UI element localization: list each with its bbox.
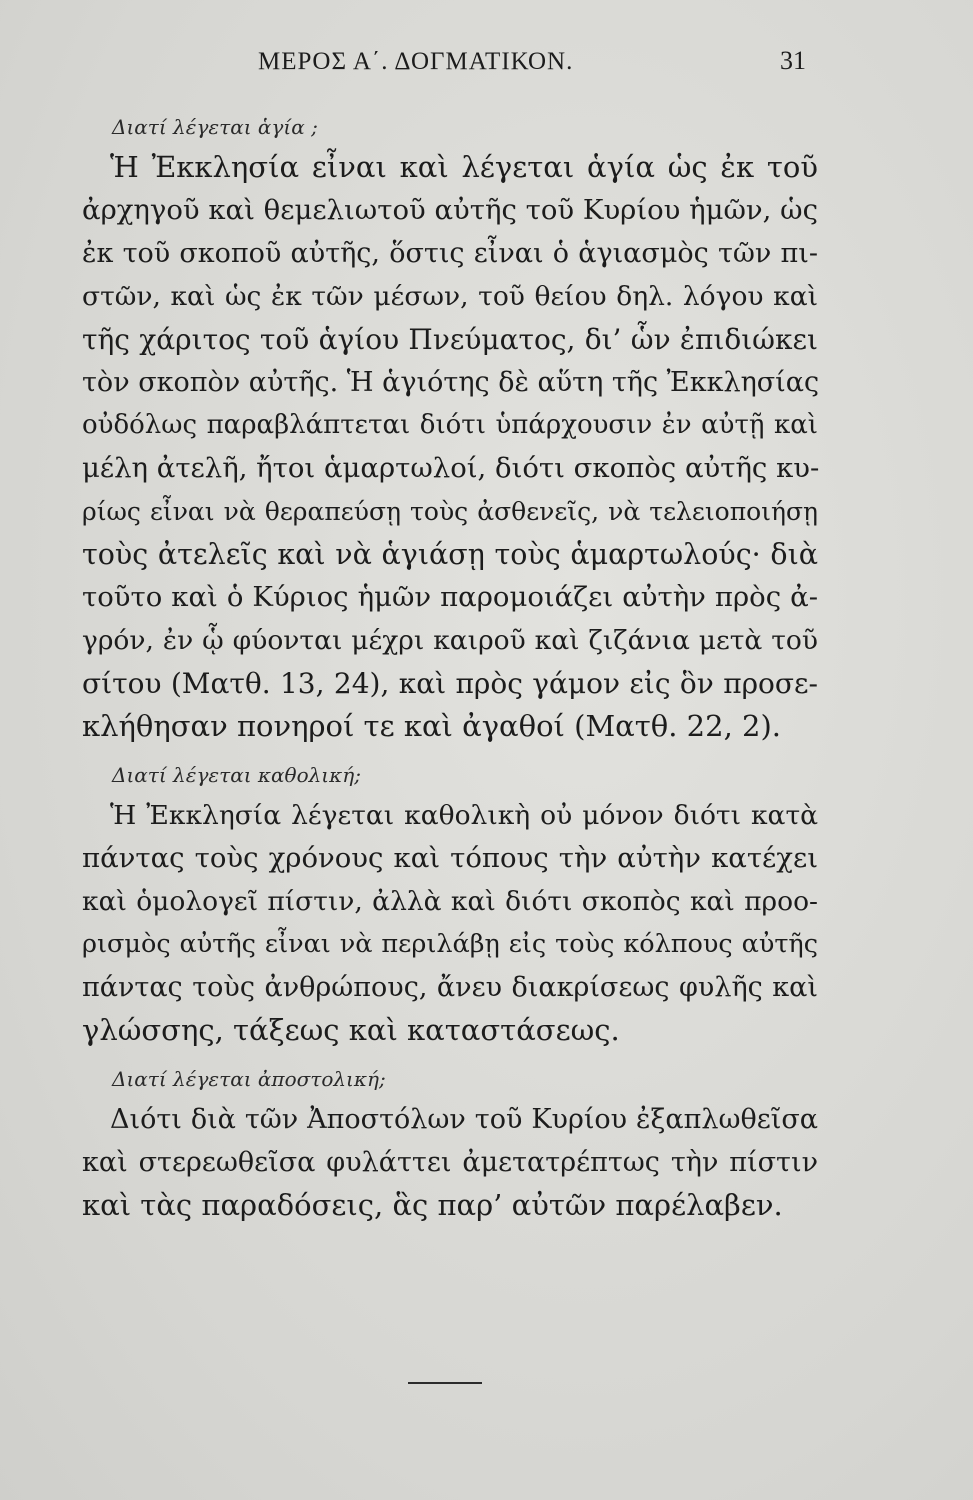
text-line: γλώσσης, τάξεως καὶ καταστάσεως. [82, 1013, 620, 1047]
question-heading: Διατί λέγεται καθολική; [112, 763, 361, 787]
running-head-title: ΜΕΡΟΣ Α΄. ΔΟΓΜΑΤΙΚΟΝ. [258, 48, 574, 75]
text-line: μέλη ἀτελῆ, ἤτοι ἁμαρτωλοί, διότι σκοπὸς αὐτῆς κυ- [82, 452, 820, 484]
text-line: ἐκ τοῦ σκοποῦ αὐτῆς, ὅστις εἶναι ὁ ἁγιασμὸς τῶν πι- [82, 238, 818, 269]
text-line: Ἡ Ἐκκλησία εἶναι καὶ λέγεται ἁγία ὡς ἐκ τοῦ [110, 150, 818, 184]
text-line: καὶ τὰς παραδόσεις, ἃς παρ’ αὐτῶν παρέλαβεν. [82, 1188, 783, 1222]
text-line: τοὺς ἀτελεῖς καὶ νὰ ἁγιάσῃ τοὺς ἁμαρτωλούς· διὰ [82, 538, 818, 571]
text-line: Ἡ Ἐκκλησία λέγεται καθολικὴ οὐ μόνον διότι κατὰ [110, 800, 818, 831]
text-line: τοῦτο καὶ ὁ Κύριος ἡμῶν παρομοιάζει αὐτὴν πρὸς ἀ- [82, 581, 818, 613]
question-heading: Διατί λέγεται ἁγία ; [112, 115, 318, 139]
answer-paragraph [82, 794, 822, 1052]
answer-paragraph [82, 146, 822, 748]
text-line: καὶ ὁμολογεῖ πίστιν, ἀλλὰ καὶ διότι σκοπὸς καὶ προο- [82, 886, 818, 917]
running-head [0, 44, 973, 84]
text-line: στῶν, καὶ ὡς ἐκ τῶν μέσων, τοῦ θείου δηλ. λόγου καὶ [82, 281, 818, 312]
text-line: οὐδόλως παραβλάπτεται διότι ὑπάρχουσιν ἐν αὐτῇ καὶ [82, 410, 818, 440]
text-line: τῆς χάριτος τοῦ ἁγίου Πνεύματος, δι’ ὧν ἐπιδιώκει [82, 323, 818, 356]
text-line: τὸν σκοπὸν αὐτῆς. Ἡ ἁγιότης δὲ αὕτη τῆς Ἐκκλησίας [82, 367, 820, 398]
text-line: πάντας τοὺς χρόνους καὶ τόπους τὴν αὐτὴν κατέχει [82, 842, 818, 874]
answer-paragraph [82, 1098, 822, 1227]
text-line: κλήθησαν πονηροί τε καὶ ἀγαθοί (Ματθ. 22, 2). [82, 709, 782, 743]
question-heading: Διατί λέγεται ἀποστολική; [112, 1067, 386, 1091]
text-line: ἀρχηγοῦ καὶ θεμελιωτοῦ αὐτῆς τοῦ Κυρίου ἡμῶν, ὡς [82, 194, 818, 226]
text-line: γρόν, ἐν ᾧ φύονται μέχρι καιροῦ καὶ ζιζάνια μετὰ τοῦ [82, 625, 818, 656]
text-line: ρίως εἶναι νὰ θεραπεύσῃ τοὺς ἀσθενεῖς, νὰ τελειοποιήσῃ [82, 497, 818, 526]
page-body [82, 112, 822, 1227]
page-number: 31 [780, 46, 806, 75]
section-end-rule [408, 1382, 482, 1384]
text-line: Διότι διὰ τῶν Ἀποστόλων τοῦ Κυρίου ἐξαπλωθεῖσα [110, 1104, 818, 1135]
text-line: πάντας τοὺς ἀνθρώπους, ἄνευ διακρίσεως φυλῆς καὶ [82, 972, 818, 1003]
text-line: σίτου (Ματθ. 13, 24), καὶ πρὸς γάμον εἰς ὃν προσε- [82, 667, 818, 700]
text-line: ρισμὸς αὐτῆς εἶναι νὰ περιλάβῃ εἰς τοὺς κόλπους αὐτῆς [82, 929, 818, 959]
text-line: καὶ στερεωθεῖσα φυλάττει ἀμετατρέπτως τὴν πίστιν [82, 1147, 818, 1178]
